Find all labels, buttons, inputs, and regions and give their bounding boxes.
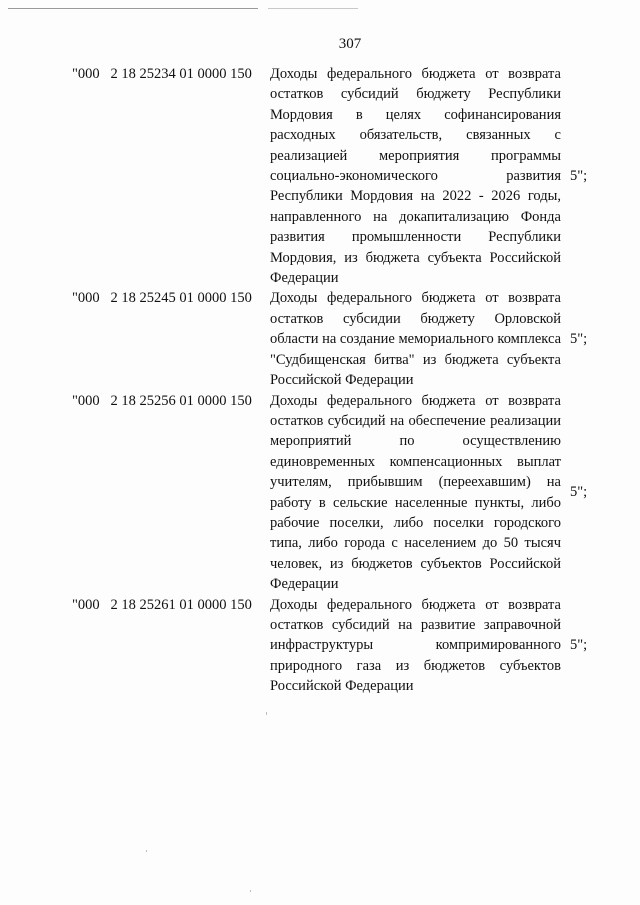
row-suffix: 5";: [570, 331, 588, 348]
row-suffix: 5";: [570, 168, 588, 185]
revenue-code: "000 2 18 25245 01 0000 150: [72, 290, 252, 307]
row-suffix: 5";: [570, 637, 588, 654]
revenue-code: "000 2 18 25256 01 0000 150: [72, 392, 252, 409]
scan-edge-line: [8, 8, 258, 9]
table-row: [72, 391, 598, 595]
table-row: [72, 288, 598, 390]
table-row: [72, 64, 598, 288]
table-row: [72, 595, 598, 697]
revenue-description: Доходы федерального бюджета от возврата остатков субсидии бюджету Орловской области на создание мемориального комплекса "Судбищенская битва" из бюджета субъекта Российской Федерации: [270, 290, 562, 389]
revenue-description: Доходы федерального бюджета от возврата остатков субсидий на обеспечение реализации мероприятий по осуществлению единовременных компенсационных выплат учителям, прибывшим (переехавшим) на работу в сельские населенные пункты, либо рабочие поселки, либо поселки городского типа, либо города с населением до 50 тысяч человек, из бюджетов субъектов Российской Федерации: [270, 392, 561, 593]
scan-speck: [146, 850, 147, 852]
revenue-code: "000 2 18 25234 01 0000 150: [72, 66, 252, 82]
revenue-code: "000 2 18 25261 01 0000 150: [72, 596, 252, 613]
scan-edge-line: [268, 8, 358, 9]
classification-table: [72, 64, 598, 697]
revenue-description: Доходы федерального бюджета от возврата остатков субсидий бюджету Республики Мордовия в целях софинансирования расходных обязательств, связанных с реализацией мероприятия программы социально-экономического развития Республики Мордовия на 2022 - 2026 годы, направленного на докапитализацию Фонда развития промышленности Республики Мордовия, из бюджета субъекта Российской Федерации: [270, 66, 561, 287]
row-suffix: 5";: [570, 484, 588, 501]
scan-speck: [250, 890, 251, 892]
page-number: 307: [338, 36, 362, 52]
revenue-description: Доходы федерального бюджета от возврата остатков субсидий на развитие заправочной инфраструктуры компримированного природного газа из бюджетов субъектов Российской Федерации: [270, 596, 561, 695]
scan-speck: [266, 712, 267, 715]
